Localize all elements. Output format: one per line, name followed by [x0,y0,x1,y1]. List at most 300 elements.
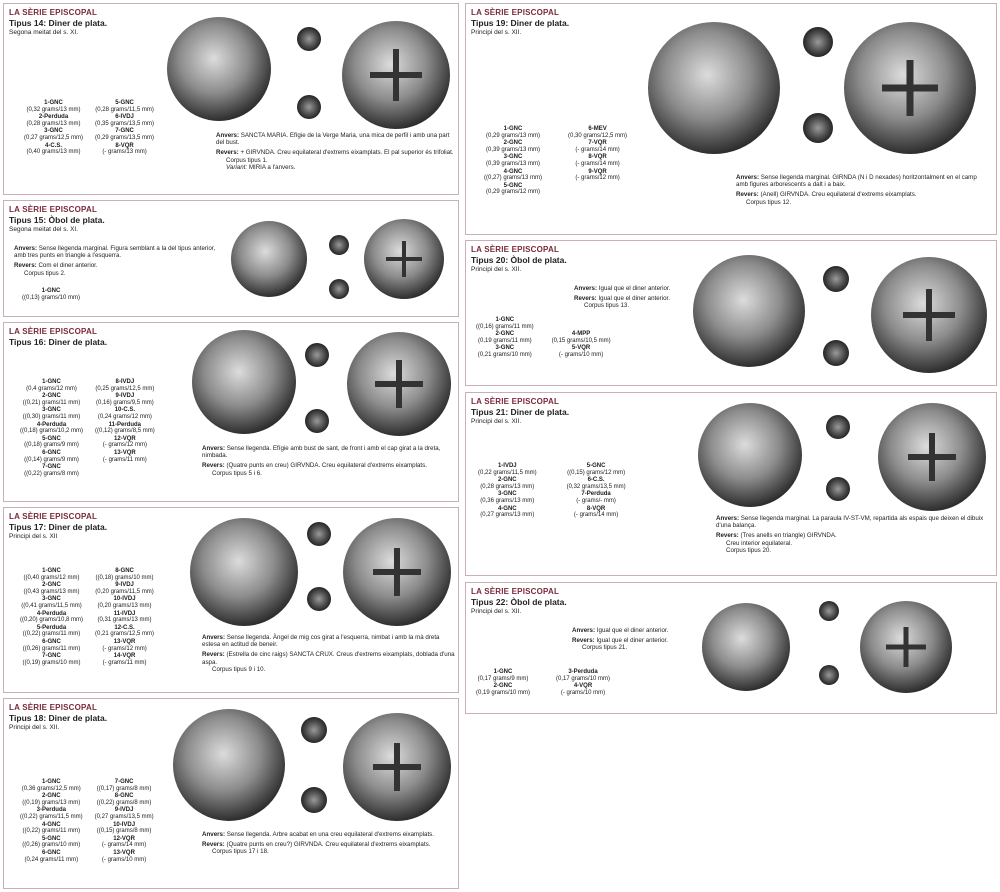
specimen-weight: (0,32 grams/13,5 mm) [566,483,626,490]
specimen-weight: (0,27 grams/13,5 mm) [94,813,154,820]
specimen-weight: ((0,18) grams/10 mm) [95,574,154,581]
specimen-weight: (0,21 grams/10 mm) [477,351,532,358]
specimen-weight: ((0,12) grams/8,5 mm) [95,428,155,435]
specimen-weight: ((0,16) grams/11 mm) [476,323,534,330]
specimen-list [20,379,155,477]
specimen-weight: (0,19 grams/11 mm) [478,337,532,344]
specimen-label: 13-VQR [114,449,136,456]
coin-description [202,445,454,480]
obverse-text: Igual que el diner anterior. [596,627,669,634]
specimen-weight: ((0,18) grams/10,2 mm) [20,428,84,435]
specimen-weight: (- grams/10 mm) [560,689,606,696]
specimen-label: 2-GNC [495,331,515,338]
obverse-coin-image [167,17,271,121]
specimen-entry [22,288,80,301]
specimen-label: 13-VQR [113,849,135,856]
specimen-entry [20,568,83,581]
specimen-weight: ((0,15) grams/8 mm) [96,828,152,835]
type-title: Tipus 16: Diner de plata. [9,337,108,347]
specimen-label: 5-GNC [503,182,523,189]
specimen-entry [95,114,154,127]
specimen-entry [20,793,83,806]
coin-photos [159,705,454,827]
specimen-label: 2-GNC [493,683,513,690]
reverse-text: (Estrella de cinc raigs) SANCTA CRUX. Creus d'extrems eixamplats, doblada d'una aspa. [202,651,455,666]
specimen-entry [476,331,534,344]
specimen-weight: (- grams/14 mm) [575,160,620,167]
specimen-weight: (- grams/11 mm) [102,659,147,666]
specimen-weight: ((0,40 grams/12 mm) [23,574,80,581]
type-period: Principi del s. XII. [471,266,522,273]
specimen-entry [20,653,83,666]
specimen-entry [20,379,83,392]
coin-photos [698,591,988,703]
specimen-weight: (- grams/- mm) [576,497,616,504]
specimen-label: 9-VQR [588,168,607,175]
specimen-entry [476,345,534,358]
obverse-coin-image [648,22,780,154]
coin-panel-type-16 [3,322,459,502]
obverse-label: Anvers: [202,445,226,452]
specimen-entry [20,807,83,820]
reverse-label: Revers: [202,841,225,849]
specimen-entry [24,114,83,127]
specimen-label: 4-GNC [41,821,61,828]
specimen-weight: ((0,43 grams/13 mm) [23,588,80,595]
specimen-label: 3-GNC [495,345,515,352]
specimen-label: 8-GNC [114,793,134,800]
reverse-obol-image [826,477,850,501]
specimen-weight: (0,39 grams/13 mm) [486,146,541,153]
specimen-label: 5-GNC [115,100,134,106]
specimen-weight: ((0,26) grams/10 mm) [22,842,81,849]
specimen-weight: ((0,18) grams/9 mm) [24,442,79,449]
coin-description [202,831,456,859]
specimen-weight: (0,4 grams/12 mm) [26,385,77,392]
specimen-label: 1-GNC [493,669,513,675]
type-title: Tipus 19: Diner de plata. [471,18,570,28]
specimen-label: 2-Perduda [38,114,69,121]
specimen-weight: ((0,30) grams/11 mm) [22,413,81,420]
specimen-label: 6-C.S. [587,477,605,484]
specimen-weight: (0,25 grams/12,5 mm) [95,385,155,392]
specimen-label: 1-GNC [42,568,61,574]
series-heading: LA SÈRIE EPISCOPAL [471,397,560,406]
specimen-weight: ((0,19) grams/13 mm) [22,799,81,806]
corpus-ref: Corpus tipus 12. [746,198,792,206]
specimen-entry [568,169,627,182]
specimen-label: 4-Perduda [36,610,67,617]
specimen-entry [95,625,154,638]
specimen-label: 3-Perduda [36,807,66,814]
specimen-entry [95,611,154,624]
obverse-coin-image [190,518,298,626]
series-heading: LA SÈRIE EPISCOPAL [9,205,98,214]
specimen-label: 2-GNC [497,477,517,484]
specimen-list [20,568,154,666]
coin-panel-type-17 [3,507,459,693]
specimen-label: 1-GNC [41,288,61,294]
obverse-label: Anvers: [736,174,760,181]
specimen-weight: ((0,22) grams/8 mm) [24,470,79,477]
specimen-entry [556,683,610,696]
obverse-obol-image [823,266,849,292]
specimen-entry [20,422,83,435]
specimen-list [476,317,611,359]
obverse-text: Sense llegenda. Arbre acabat en una creu equilateral d'extrems eixamplats. [226,831,434,838]
specimen-list [22,288,80,301]
obverse-text: SANCTA MARIA. Efígie de la Verge Maria, una mica de perfil i amb una part del bust. [216,132,450,147]
specimen-label: 2-GNC [41,793,61,800]
type-period: Segona meitat del s. XI. [9,29,79,36]
specimen-label: 7-VQR [588,140,607,147]
specimen-entry [484,169,542,182]
obverse-obol-image [301,717,327,743]
coin-photos [184,514,454,632]
specimen-weight: (0,21 grams/12,5 mm) [95,631,155,638]
specimen-label: 1-IVDJ [497,463,517,469]
specimen-label: 11-IVDJ [113,610,136,617]
specimen-entry [476,317,534,330]
specimen-entry [95,379,155,392]
type-title: Tipus 18: Diner de plata. [9,713,108,723]
specimen-entry [20,822,83,835]
obverse-coin-image [693,255,805,367]
reverse-obol-image [307,587,331,611]
obverse-label: Anvers: [202,831,226,838]
specimen-entry [20,639,83,652]
type-title: Tipus 20: Òbol de plata. [471,255,567,265]
specimen-list [478,463,626,519]
specimen-weight: (- grams/14 mm) [575,146,620,153]
specimen-entry [556,669,610,682]
specimen-entry [20,393,83,406]
obverse-obol-image [297,27,321,51]
coin-panel-type-14 [3,3,459,195]
specimen-label: 9-IVDJ [115,582,134,589]
obverse-text: Igual que el diner anterior. [598,285,671,292]
type-title: Tipus 15: Òbol de plata. [9,215,105,225]
specimen-weight: (0,17 grams/9 mm) [477,675,529,682]
specimen-entry [567,491,626,504]
coin-panel-type-20 [465,240,997,386]
corpus-ref: Corpus tipus 1. [226,156,268,164]
specimen-entry [95,836,154,849]
specimen-entry [95,450,155,463]
specimen-weight: (0,27 grams/13 mm) [480,512,535,519]
specimen-entry [478,463,537,476]
specimen-weight: (0,31 grams/13 mm) [97,617,152,624]
specimen-entry [95,100,154,113]
specimen-entry [552,345,611,358]
coin-panel-type-19 [465,3,997,235]
specimen-label: 5-GNC [42,435,61,442]
obverse-obol-image [307,522,331,546]
obverse-label: Anvers: [574,285,598,292]
specimen-label: 10-C.S. [114,407,136,414]
type-title: Tipus 21: Diner de plata. [471,407,570,417]
coin-description [14,245,226,280]
specimen-entry [95,850,154,863]
specimen-entry [24,143,83,156]
type-title: Tipus 14: Diner de plata. [9,18,108,28]
specimen-weight: ((0,22) grams/11 mm) [22,631,81,638]
corpus-ref: Corpus tipus 17 i 18. [212,848,269,856]
obverse-label: Anvers: [14,245,38,252]
obverse-label: Anvers: [716,515,740,522]
variant-text: MIRIA a l'anvers. [248,163,296,171]
specimen-entry [567,506,626,519]
specimen-weight: (0,22 grams/11,5 mm) [478,469,537,476]
specimen-entry [95,436,155,449]
specimen-label: 2-GNC [42,393,61,400]
specimen-entry [95,807,154,820]
specimen-weight: (- grams/13 mm) [102,149,147,156]
specimen-entry [95,653,154,666]
specimen-entry [20,779,83,792]
coin-photos [164,9,454,139]
specimen-weight: (0,28 grams/11,5 mm) [95,106,154,113]
specimen-entry [95,596,154,609]
series-heading: LA SÈRIE EPISCOPAL [9,8,98,17]
coin-photos [646,10,986,170]
specimen-label: 1-GNC [495,317,515,323]
coin-photos [691,249,991,379]
type-title: Tipus 22: Òbol de plata. [471,597,567,607]
corpus-ref: Corpus tipus 21. [582,644,628,652]
specimen-entry [478,491,537,504]
specimen-entry [95,128,154,141]
specimen-label: 3-GNC [42,596,61,603]
specimen-weight: (0,32 grams/13 mm) [26,106,81,113]
obverse-text: Sense llegenda. Efígie amb bust de sant, de front i amb el cap girat a la dreta, nimbada. [202,445,441,460]
specimen-label: 10-IVDJ [113,596,136,603]
specimen-list [24,100,154,156]
corpus-ref: Corpus tipus 9 i 10. [212,665,266,673]
specimen-weight: (- grams/14 mm) [101,842,147,849]
specimen-entry [20,582,83,595]
specimen-label: 6-IVDJ [115,114,134,121]
specimen-entry [20,596,83,609]
specimen-label: 10-IVDJ [113,821,136,828]
specimen-label: 3-GNC [44,128,63,135]
specimen-weight: (0,29 grams/12 mm) [486,189,541,196]
specimen-list [476,669,610,696]
specimen-label: 9-IVDJ [114,807,134,814]
specimen-weight: ((0,22) grams/8 mm) [96,799,152,806]
obverse-text: Sense llegenda marginal. Figura semblant a la del tipus anterior, amb tres punts en triangle a l'esquerra. [14,245,216,260]
specimen-weight: (- grams/10 mm) [101,856,147,863]
type-title: Tipus 17: Diner de plata. [9,522,108,532]
reverse-obol-image [297,95,321,119]
specimen-weight: ((0,21) grams/11 mm) [22,399,81,406]
reverse-obol-image [819,665,839,685]
specimen-label: 4-GNC [503,168,523,175]
specimen-entry [552,331,611,344]
specimen-entry [478,506,537,519]
specimen-weight: ((0,14) grams/9 mm) [24,456,79,463]
obverse-obol-image [329,235,349,255]
reverse-label: Revers: [202,462,225,470]
specimen-label: 4-C.S. [45,142,63,149]
specimen-label: 5-GNC [586,463,606,469]
specimen-entry [484,126,542,139]
specimen-weight: (0,20 grams/13 mm) [97,602,152,609]
specimen-entry [95,422,155,435]
specimen-entry [484,183,542,196]
reverse-label: Revers: [574,295,597,303]
specimen-entry [567,463,626,476]
specimen-entry [568,126,627,139]
obverse-text: Sense llegenda marginal. La paraula IV-ST-VM, repartida als espais que deixen el dibuix d'una balança. [716,515,984,530]
reverse-label: Revers: [216,149,239,157]
specimen-weight: ((0,41 grams/11,5 mm) [21,602,82,609]
specimen-list [20,779,154,863]
coin-photos [229,207,459,313]
specimen-weight: (0,36 grams/13 mm) [480,497,535,504]
specimen-weight: (- grams/12 mm) [102,645,147,652]
specimen-entry [20,836,83,849]
specimen-weight: (0,24 grams/12 mm) [97,413,152,420]
specimen-label: 8-GNC [115,568,134,574]
specimen-entry [95,582,154,595]
reverse-obol-image [823,340,849,366]
specimen-entry [567,477,626,490]
specimen-label: 12-VQR [114,435,136,442]
specimen-label: 8-IVDJ [115,379,135,385]
reverse-label: Revers: [716,532,739,540]
specimen-label: 4-GNC [497,505,517,512]
specimen-label: 6-GNC [42,638,61,645]
specimen-label: 3-GNC [497,491,517,498]
type-period: Principi del s. XII [9,533,58,540]
specimen-weight: ((0,20) grams/10,8 mm) [20,617,84,624]
specimen-entry [95,393,155,406]
specimen-weight: ((0,26) grams/11 mm) [22,645,81,652]
obverse-text: Sense llegenda marginal. GIRNDA (N i D nexades) horitzontalment en el camp amb figures arborescents a dalt i a baix. [736,174,977,189]
series-heading: LA SÈRIE EPISCOPAL [9,703,98,712]
specimen-weight: (- grams/14 mm) [573,512,619,519]
obverse-obol-image [826,415,850,439]
coin-description [716,515,992,557]
specimen-label: 7-GNC [42,464,61,471]
specimen-entry [95,639,154,652]
specimen-entry [95,822,154,835]
series-heading: LA SÈRIE EPISCOPAL [9,327,98,336]
coin-panel-type-21 [465,392,997,576]
specimen-weight: (0,29 grams/13 mm) [486,132,541,139]
specimen-entry [95,407,155,420]
specimen-label: 14-VQR [113,653,136,660]
obverse-label: Anvers: [216,132,240,139]
specimen-entry [568,154,627,167]
specimen-label: 9-IVDJ [115,393,135,400]
specimen-weight: (0,39 grams/13 mm) [486,160,541,167]
obverse-obol-image [803,27,833,57]
specimen-entry [478,477,537,490]
reverse-text: Igual que el diner anterior. [596,637,668,645]
coin-description [574,285,704,313]
reverse-label: Revers: [202,651,225,659]
specimen-label: 4-MPP [571,331,591,338]
specimen-label: 8-VQR [588,154,607,161]
specimen-label: 7-GNC [114,779,134,785]
specimen-entry [476,669,530,682]
specimen-entry [20,464,83,477]
specimen-weight: (0,28 grams/13 mm) [26,120,81,127]
specimen-label: 1-GNC [42,379,61,385]
reverse-label: Revers: [736,191,759,199]
specimen-entry [552,317,611,330]
specimen-weight: ((0,15) grams/12 mm) [567,469,626,476]
specimen-label: 3-Perduda [568,669,598,675]
specimen-weight: (- grams/12 mm) [102,442,148,449]
reverse-text: (Anell) GIRVNDA. Creu equilateral d'extrems eixamplats. [760,191,917,199]
specimen-label: 13-VQR [113,638,136,645]
obverse-coin-image [231,221,307,297]
specimen-weight: (0,36 grams/12,5 mm) [21,785,81,792]
specimen-label: 6-GNC [42,449,61,456]
corpus-ref: Corpus tipus 20. [726,546,772,554]
reverse-text: Igual que el diner anterior. [598,295,670,303]
reverse-obol-image [301,787,327,813]
specimen-weight: (0,19 grams/10 mm) [476,689,531,696]
specimen-weight: ((0,27) grams/13 mm) [484,175,543,182]
obverse-text: Sense llegenda. Àngel de mig cos girat a l'esquerra, nimbat i amb la mà dreta estesa en actitud de beneir. [202,634,440,649]
type-period: Segona meitat del s. XI. [9,226,79,233]
specimen-weight: (- grams/12 mm) [575,175,620,182]
obverse-obol-image [819,601,839,621]
specimen-label: 1-GNC [44,100,63,106]
coin-panel-type-22 [465,582,997,714]
specimen-weight: ((0,17) grams/8 mm) [96,785,152,792]
corpus-ref: Corpus tipus 5 i 6. [212,469,262,477]
type-period: Principi del s. XII. [9,724,60,731]
corpus-ref: Corpus tipus 13. [584,302,630,310]
corpus-ref: Corpus tipus 2. [24,269,66,277]
coin-photos [184,327,454,442]
specimen-weight: (0,30 grams/12,5 mm) [568,132,628,139]
variant-label: Variant: [226,163,248,171]
obverse-obol-image [305,343,329,367]
specimen-label: 12-C.S. [114,624,135,631]
reverse-obol-image [329,279,349,299]
specimen-weight: (0,24 grams/11 mm) [24,856,79,863]
specimen-weight: (0,29 grams/13,5 mm) [95,134,155,141]
obverse-coin-image [702,603,790,691]
reverse-label: Revers: [14,262,37,270]
specimen-weight: (0,27 grams/12,5 mm) [24,134,84,141]
coin-description [736,174,990,209]
reverse-obol-image [305,409,329,433]
specimen-weight: ((0,22) grams/11,5 mm) [20,813,83,820]
specimen-label: 5-VQR [571,345,591,352]
specimen-label: 6-GNC [41,849,61,856]
specimen-label: 5-GNC [41,835,61,842]
specimen-label: 6-MEV [588,126,607,132]
specimen-weight: (0,28 grams/13 mm) [480,483,535,490]
specimen-weight: (0,20 grams/11,5 mm) [95,588,154,595]
coin-description [202,634,456,676]
reverse-text: (Quatre punts en creu?) GIRVNDA. Creu equilateral d'extrems eixamplats. [226,841,431,849]
specimen-entry [20,611,83,624]
series-heading: LA SÈRIE EPISCOPAL [471,8,560,17]
coin-photos [688,401,988,513]
specimen-label: 1-GNC [41,779,61,785]
reverse-text-2: Creu interior equilateral. [726,539,793,547]
specimen-label: 7-GNC [42,653,61,660]
specimen-label: 4-VQR [573,683,593,690]
